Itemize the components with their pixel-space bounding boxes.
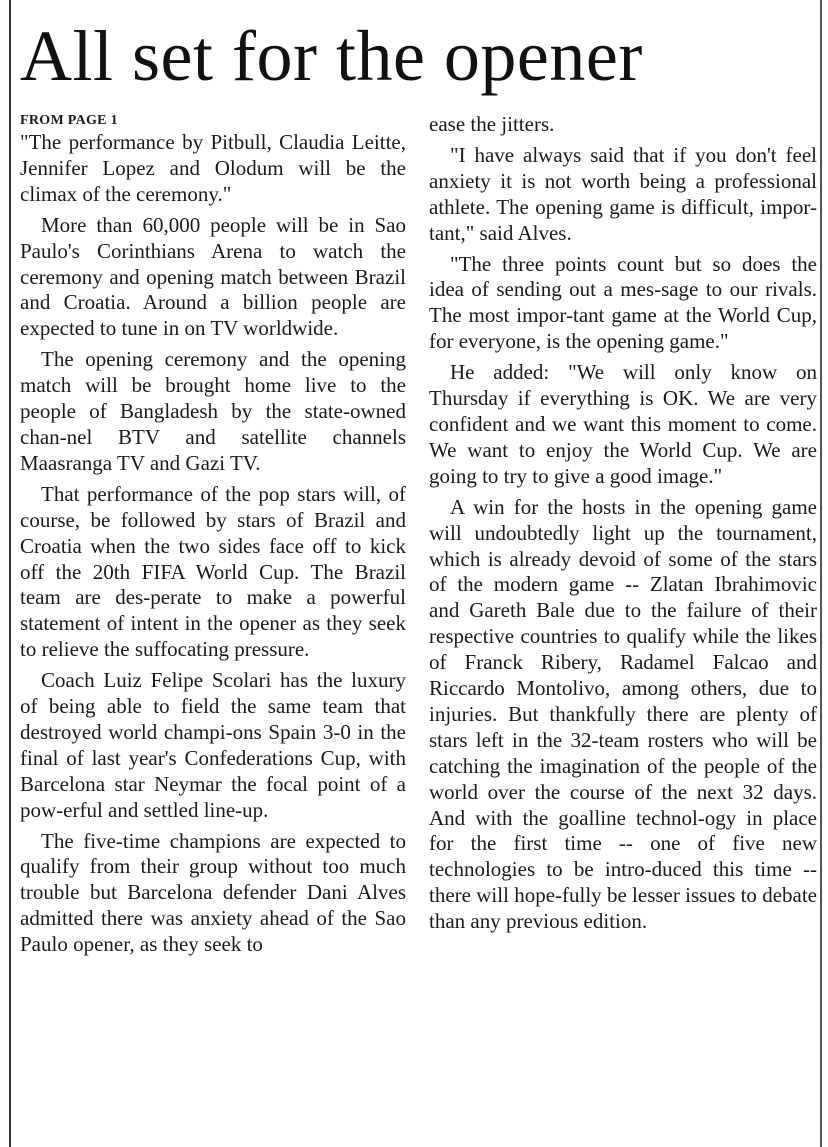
article-column-left — [20, 112, 406, 1142]
article-column-right — [429, 112, 817, 1142]
paragraph: "The performance by Pitbull, Claudia Leitte, Jennifer Lopez and Olodum will be the climax of the ceremony." — [20, 130, 406, 206]
paragraph: Coach Luiz Felipe Scolari has the luxury of being able to field the same team that destroyed world champi-ons Spain 3-0 in the final of last year's Confederations Cup, with Barcelona star Neymar the focal point of a pow-erful and settled line-up. — [20, 668, 406, 822]
right-border-rule — [820, 0, 822, 1147]
paragraph: "I have always said that if you don't feel anxiety it is not worth being a professional athlete. The opening game is difficult, impor-tant," said Alves. — [429, 142, 817, 245]
paragraph: A win for the hosts in the opening game will undoubtedly light up the tournament, which is already devoid of some of the stars of the modern game -- Zlatan Ibrahimovic and Gareth Bale due to the failure of their respective countries to qualify while the likes of Franck Ribery, Radamel Falcao and Riccardo Montolivo, among others, due to injuries. But thankfully there are plenty of stars left in the 32-team rosters who will be catching the imagination of the people of the world over the course of the next 32 days. And with the goalline technol-ogy in place for the first time -- one of five new technologies to be intro-duced this time -- there will hope-fully be lesser issues to debate than any previous edition. — [429, 494, 817, 934]
paragraph: The opening ceremony and the opening match will be brought home live to the people of Bangladesh by the state-owned chan-nel BTV and satellite channels Maasranga TV and Gazi TV. — [20, 347, 406, 475]
paragraph-continued: ease the jitters. — [429, 112, 555, 136]
paragraph: "The three points count but so does the idea of sending out a mes-sage to our rivals. The most impor-tant game at the World Cup, for everyone, is the opening game." — [429, 251, 817, 354]
headline: All set for the opener — [20, 16, 643, 96]
paragraph: The five-time champions are expected to qualify from their group without too much trouble but Barcelona defender Dani Alves admitted there was anxiety ahead of the Sao Paulo opener, as they seek to — [20, 828, 406, 957]
paragraph: More than 60,000 people will be in Sao Paulo's Corinthians Arena to watch the ceremony and opening match between Brazil and Croatia. Around a billion people are expected to tune in on TV worldwide. — [20, 212, 406, 341]
paragraph: He added: "We will only know on Thursday if everything is OK. We are very confident and we want this moment to come. We want to enjoy the World Cup. We are going to try to give a good image." — [429, 360, 817, 488]
paragraph: That performance of the pop stars will, of course, be followed by stars of Brazil and Croatia when the two sides face off to kick off the 20th FIFA World Cup. The Brazil team are des-perate to make a powerful statement of intent in the opener as they seek to relieve the suffocating pressure. — [20, 481, 406, 662]
dateline: FROM PAGE 1 — [20, 113, 118, 128]
left-border-rule — [9, 0, 11, 1147]
